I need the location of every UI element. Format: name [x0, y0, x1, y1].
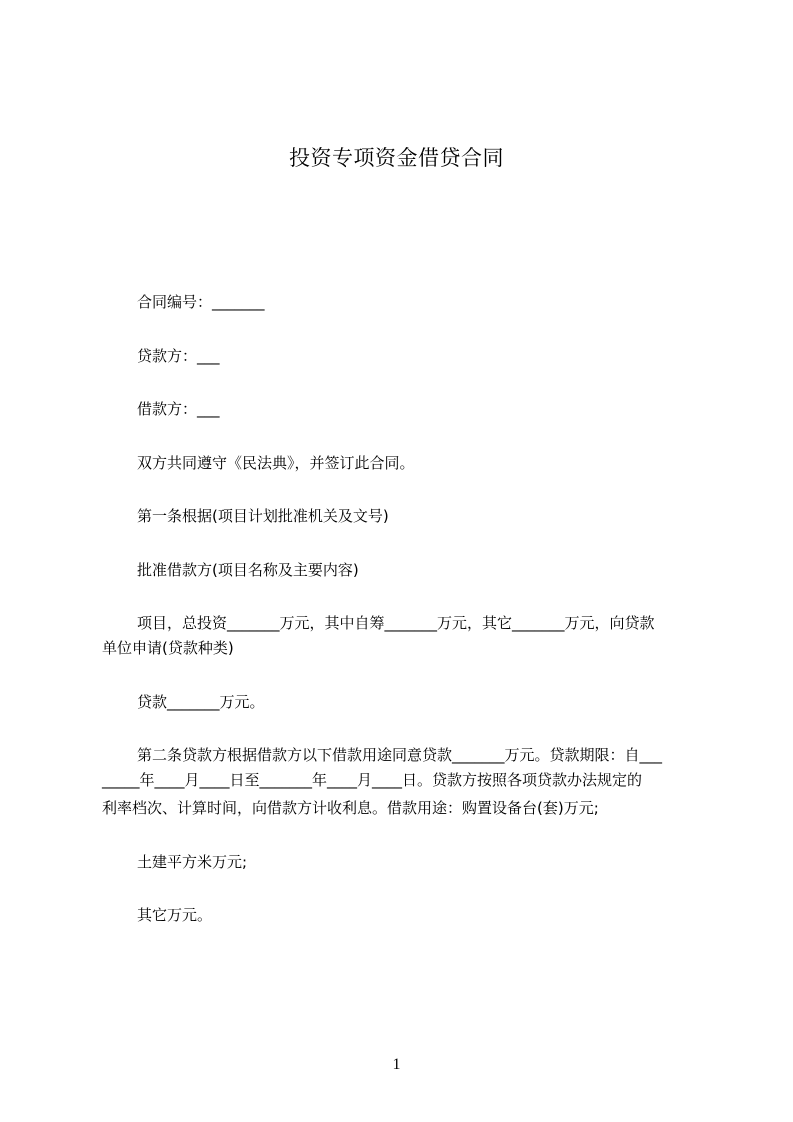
interest-line: 利率档次、计算时间，向借款方计收利息。借款用途：购置设备台(套)万元; [102, 799, 599, 817]
investment-line: 项目，总投资_______万元，其中自筹_______万元，其它_______万元，向贷款 [137, 614, 655, 632]
lender-line: 贷款方：___ [137, 347, 220, 365]
article-one-line: 第一条根据(项目计划批准机关及文号) [137, 507, 389, 525]
loan-term-line: _____年____月____日至_______年____月____日。贷款方按照各项贷款办法规定的 [102, 771, 643, 789]
document-title: 投资专项资金借贷合同 [289, 146, 504, 170]
page-number: 1 [392, 1056, 401, 1073]
contract-number-line: 合同编号：_______ [137, 293, 265, 311]
loan-amount-line: 贷款_______万元。 [137, 693, 265, 711]
article-two-line: 第二条贷款方根据借款方以下借款用途同意贷款_______万元。贷款期限：自___ [137, 746, 663, 764]
approval-line: 批准借款方(项目名称及主要内容) [137, 561, 359, 579]
application-line: 单位申请(贷款种类) [102, 639, 234, 657]
agreement-preamble: 双方共同遵守《民法典》，并签订此合同。 [137, 454, 415, 472]
construction-line: 土建平方米万元; [137, 853, 248, 871]
borrower-line: 借款方：___ [137, 400, 220, 418]
other-line: 其它万元。 [137, 906, 213, 924]
